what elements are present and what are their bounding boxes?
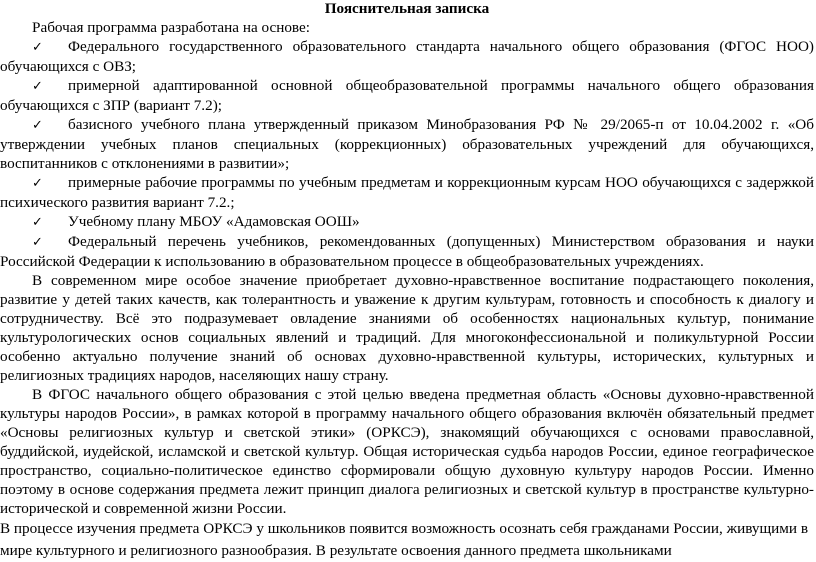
bullet-item [0, 37, 814, 76]
bullet-item [0, 212, 814, 232]
document-title: Пояснительная записка [324, 0, 490, 17]
body-paragraph: В ФГОС начального общего образования с этой целью введена предметная область «Основы духовно-нравственной культуры народов России», в рамках которой в программу начального общего образования включён обязательный предмет «Основы религиозных культур и светской этики» (ОРКСЭ), знакомящий обучающихся с основами православной, буддийской, иудейской, исламской и светской культур. Общая историческая судьба народов России, единое географическое пространство, социально-политическое единство сформировали общую духовную культуру народов России. Именно поэтому в основе содержания предмета лежит принцип диалога религиозных и светской культур в пространстве культурно-исторической и современной жизни России. [0, 386, 814, 517]
bullet-item [0, 173, 814, 212]
checkmark-icon: ✓ [32, 215, 43, 230]
bullet-text: примерной адаптированной основной общеобразовательной программы начального общего образования обучающихся с ЗПР (вариант 7.2); [0, 77, 814, 114]
body-paragraph: В современном мире особое значение приобретает духовно-нравственное воспитание подрастающего поколения, развитие у детей таких качеств, как толерантность и уважение к другим культурам, готовность и способность к диалогу и сотрудничеству. Всё это подразумевает овладение знаниями об особенностях национальных культур, понимание культурологических основ социальных явлений и традиций. Для многоконфессиональной и поликультурной России особенно актуально получение знаний об основах духовно-нравственной культуры, исторических, культурных и религиозных традициях народов, населяющих нашу страну. [0, 272, 814, 384]
bullet-text: базисного учебного плана утвержденный приказом Минобразования РФ № 29/2065-п от 10.04.2002 г. «Об утверждении учебных планов специальных (коррекционных) образовательных учреждений для обучающихся, воспитанников с отклонениями в развитии»; [0, 116, 814, 172]
checkmark-icon: ✓ [32, 176, 43, 191]
bullet-text: примерные рабочие программы по учебным предметам и коррекционным курсам НОО обучающихся с задержкой психического развития вариант 7.2.; [0, 174, 814, 211]
bullet-text: Учебному плану МБОУ «Адамовская ООШ» [68, 213, 360, 230]
checkmark-icon: ✓ [32, 40, 43, 55]
bullet-item [0, 115, 814, 173]
checkmark-icon: ✓ [32, 79, 43, 94]
checkmark-icon: ✓ [32, 118, 43, 133]
intro-line: Рабочая программа разработана на основе: [32, 19, 310, 36]
checkmark-icon: ✓ [32, 235, 43, 250]
bullet-text: Федеральный перечень учебников, рекомендованных (допущенных) Министерством образования и науки Российской Федерации к использованию в образовательном процессе в общеобразовательных учреждениях. [0, 233, 814, 270]
bullet-item [0, 76, 814, 115]
final-paragraph: В процессе изучения предмета ОРКСЭ у школьников появится возможность осознать себя гражданами России, живущими в мире культурного и религиозного разнообразия. В результате освоения данного предмета школьниками [0, 520, 809, 559]
bullet-text: Федерального государственного образовательного стандарта начального общего образования (ФГОС НОО) обучающихся с ОВЗ; [0, 38, 814, 75]
bullet-item [0, 232, 814, 271]
